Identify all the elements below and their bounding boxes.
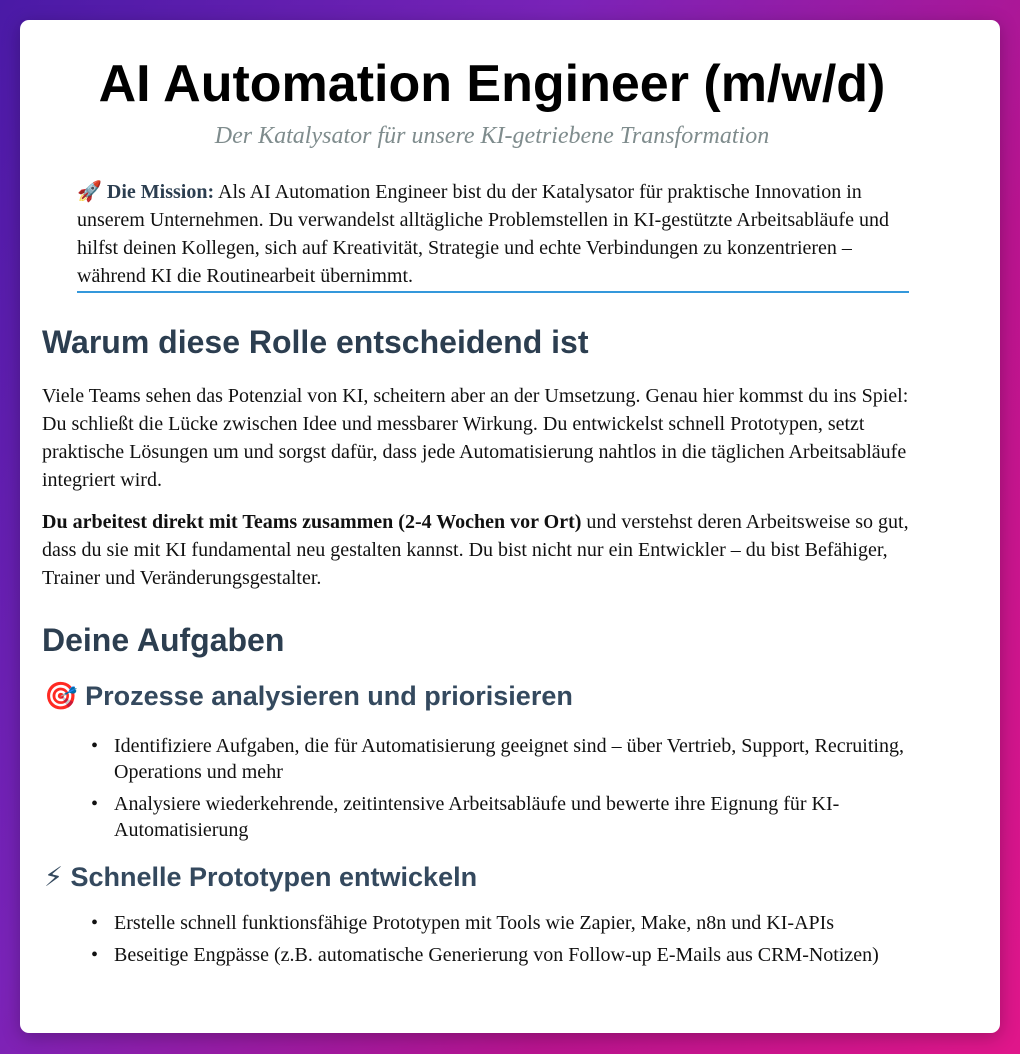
page-subtitle: Der Katalysator für unsere KI-getriebene Transformation: [214, 123, 770, 149]
rocket-icon: 🚀: [77, 179, 102, 203]
job-posting-card: [20, 20, 1000, 1033]
mission-callout: [77, 177, 909, 293]
mission-lead: Die Mission:: [106, 181, 215, 203]
mission-text: Als AI Automation Engineer bist du der Katalysator für praktische Innovation in unserem Unternehmen. Du verwandelst alltägliche Problemstellen in KI-gestützte Arbeitsabläufe und hilfst deinen Kollegen, sich auf Kreativität, Strategie und echte Verbindungen zu konzentrieren – während KI die Routinearbeit übernimmt.: [77, 181, 889, 287]
task-list-prototypes: [76, 910, 936, 974]
section-heading-tasks: Deine Aufgaben: [42, 622, 285, 658]
task-list-analyze: [76, 733, 936, 849]
list-item: • Identifiziere Aufgaben, die für Automatisierung geeignet sind – über Vertrieb, Support, Recruiting, Operations und mehr: [76, 733, 936, 785]
why-paragraph-2: [42, 508, 922, 592]
why-paragraph-1: Viele Teams sehen das Potenzial von KI, scheitern aber an der Umsetzung. Genau hier kommst du ins Spiel: Du schließt die Lücke zwischen Idee und messbarer Wirkung. Du entwickelst schnell Prototypen, setzt praktische Lösungen um und sorgst dafür, dass jede Automatisierung nahtlos in die täglichen Arbeitsabläufe integriert wird.: [42, 385, 909, 491]
list-item: • Erstelle schnell funktionsfähige Prototypen mit Tools wie Zapier, Make, n8n und KI-APIs: [76, 910, 936, 936]
lightning-icon: ⚡: [44, 862, 63, 893]
target-icon: 🎯: [44, 681, 78, 712]
list-item: • Beseitige Engpässe (z.B. automatische Generierung von Follow-up E-Mails aus CRM-Notizen): [76, 942, 936, 968]
why-paragraph-2-rest: und verstehst deren Arbeitsweise so gut, dass du sie mit KI fundamental neu gestalten kannst. Du bist nicht nur ein Entwickler – du bist Befähiger, Trainer und Veränderungsgestalter.: [42, 511, 909, 589]
subsection-heading-analyze: [44, 683, 573, 710]
page-title: AI Automation Engineer (m/w/d): [98, 55, 886, 113]
why-paragraph-2-bold: Du arbeitest direkt mit Teams zusammen (2-4 Wochen vor Ort): [42, 511, 582, 533]
subsection-title: Prozesse analysieren und priorisieren: [85, 681, 573, 711]
section-heading-why: Warum diese Rolle entscheidend ist: [42, 324, 589, 360]
subsection-title: Schnelle Prototypen entwickeln: [70, 862, 478, 892]
list-item: • Analysiere wiederkehrende, zeitintensive Arbeitsabläufe und bewerte ihre Eignung für KI-Automatisierung: [76, 791, 936, 843]
subsection-heading-prototypes: [44, 864, 477, 891]
